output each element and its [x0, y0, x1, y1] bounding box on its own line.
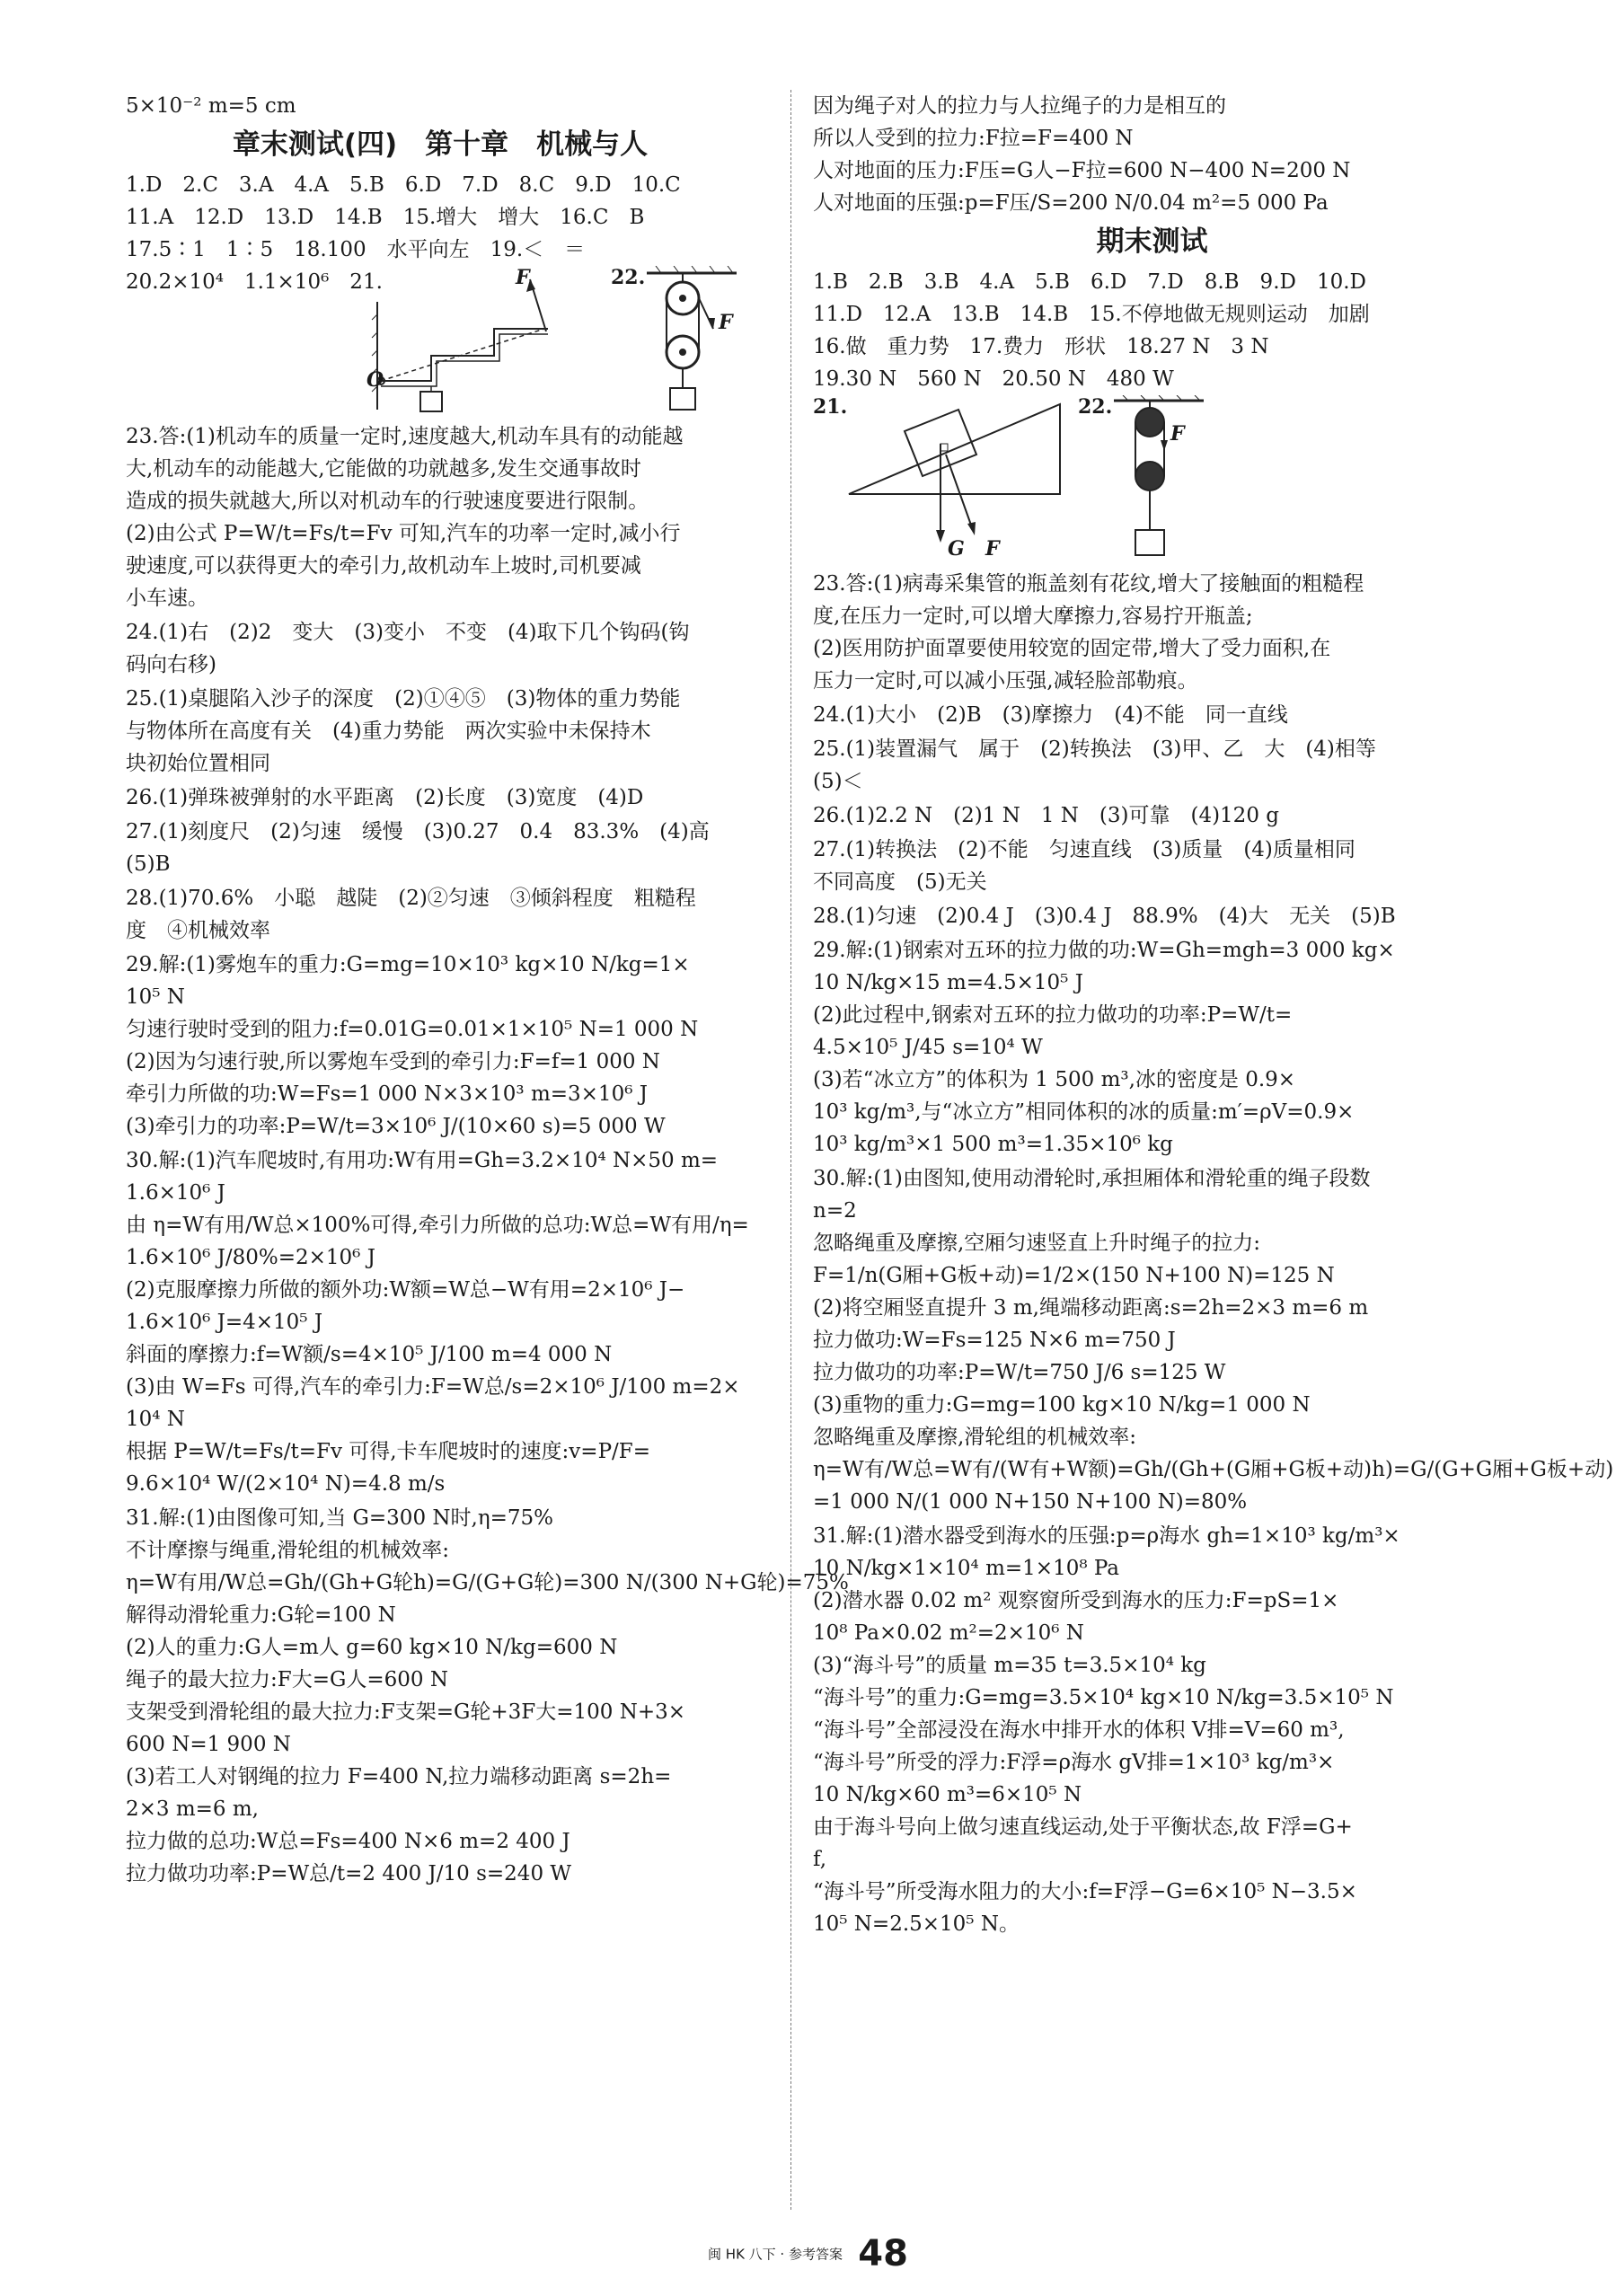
text-line: 2×3 m=6 m,: [126, 1797, 259, 1821]
text-line: η=W有/W总=W有/(W有+W额)=Gh/(Gh+(G厢+G板+动)h)=G/(G+G厢+G板+动): [813, 1458, 1614, 1481]
text-line: 30.解:(1)由图知,使用动滑轮时,承担厢体和滑轮重的绳子段数: [813, 1167, 1371, 1190]
section-title-final: 期末测试: [1096, 225, 1208, 258]
pre-line: 5×10⁻² m=5 cm: [126, 94, 296, 118]
answer-line: 11.A 12.D 13.D 14.B 15.增大 增大 16.C B: [126, 206, 645, 229]
text-line: 29.解:(1)雾炮车的重力:G=mg=10×10³ kg×10 N/kg=1×: [126, 953, 690, 976]
text-line: η=W有用/W总=Gh/(Gh+G轮h)=G/(G+G轮)=300 N/(300 N+G轮)=75%: [126, 1571, 849, 1594]
text-line: (2)医用防护面罩要使用较宽的固定带,增大了受力面积,在: [813, 637, 1331, 660]
text-line: 27.(1)转换法 (2)不能 匀速直线 (3)质量 (4)质量相同: [813, 838, 1355, 861]
answer-line: 1.B 2.B 3.B 4.A 5.B 6.D 7.D 8.B 9.D 10.D: [813, 270, 1366, 294]
page-footer: [0, 2233, 1616, 2274]
text-line: 不同高度 (5)无关: [813, 870, 987, 894]
answer-29: [126, 949, 755, 1143]
text-line: 支架受到滑轮组的最大拉力:F支架=G轮+3F大=100 N+3×: [126, 1700, 685, 1724]
lever-diagram: [368, 266, 602, 419]
text-line: “海斗号”所受海水阻力的大小:f=F浮−G=6×10⁵ N−3.5×: [813, 1880, 1357, 1903]
text-line: 人对地面的压力:F压=G人−F拉=600 N−400 N=200 N: [813, 159, 1351, 182]
answer-26: [126, 782, 755, 814]
text-line: (2)人的重力:G人=m人 g=60 kg×10 N/kg=600 N: [126, 1636, 618, 1659]
text-line: (2)此过程中,钢索对五环的拉力做功的功率:P=W/t=: [813, 1003, 1293, 1027]
text-line: 31.解:(1)潜水器受到海水的压强:p=ρ海水 gh=1×10³ kg/m³×: [813, 1524, 1400, 1548]
text-line: 10 N/kg×1×10⁴ m=1×10⁸ Pa: [813, 1557, 1120, 1580]
text-line: “海斗号”所受的浮力:F浮=ρ海水 gV排=1×10³ kg/m³×: [813, 1751, 1335, 1774]
text-line: 26.(1)弹珠被弹射的水平距离 (2)长度 (3)宽度 (4)D: [126, 786, 644, 809]
final-answer-30: [813, 1162, 1614, 1518]
text-line: 10 N/kg×15 m=4.5×10⁵ J: [813, 971, 1083, 994]
text-line: (3)“海斗号”的质量 m=35 t=3.5×10⁴ kg: [813, 1654, 1206, 1677]
pulley-diagram: [647, 266, 746, 419]
text-line: 10 N/kg×60 m³=6×10⁵ N: [813, 1783, 1082, 1806]
text-line: 人对地面的压强:p=F压/S=200 N/0.04 m²=5 000 Pa: [813, 191, 1329, 215]
text-line: (2)潜水器 0.02 m² 观察窗所受到海水的压力:F=pS=1×: [813, 1589, 1339, 1612]
text-line: 斜面的摩擦力:f=W额/s=4×10⁵ J/100 m=4 000 N: [126, 1343, 613, 1366]
text-line: 1.6×10⁶ J: [126, 1181, 225, 1205]
text-line: (2)将空厢竖直提升 3 m,绳端移动距离:s=2h=2×3 m=6 m: [813, 1296, 1369, 1320]
text-line: (3)由 W=Fs 可得,汽车的牵引力:F=W总/s=2×10⁶ J/100 m=2×: [126, 1375, 740, 1399]
final-answer-31: [813, 1520, 1491, 1940]
page-number: 48: [858, 2233, 908, 2274]
text-line: 10³ kg/m³,与“冰立方”相同体积的冰的质量:m′=ρV=0.9×: [813, 1100, 1355, 1124]
text-line: (3)若工人对钢绳的拉力 F=400 N,拉力端移动距离 s=2h=: [126, 1765, 672, 1788]
text-line: 牵引力所做的功:W=Fs=1 000 N×3×10³ m=3×10⁶ J: [126, 1082, 648, 1106]
text-line: 由于海斗号向上做匀速直线运动,处于平衡状态,故 F浮=G+: [813, 1815, 1353, 1839]
label-f-incline: F: [985, 537, 1000, 561]
text-line: 10⁵ N=2.5×10⁵ N。: [813, 1912, 1020, 1936]
text-line: 驶速度,可以获得更大的牵引力,故机动车上坡时,司机要减: [126, 554, 641, 578]
text-line: 拉力做功:W=Fs=125 N×6 m=750 J: [813, 1329, 1176, 1352]
final-answer-27: [813, 834, 1491, 898]
text-line: 小车速。: [126, 587, 208, 610]
text-line: (5)＜: [813, 770, 863, 793]
text-line: 绳子的最大拉力:F大=G人=600 N: [126, 1668, 448, 1691]
text-line: 27.(1)刻度尺 (2)匀速 缓慢 (3)0.27 0.4 83.3% (4)高: [126, 820, 710, 843]
answer-27: [126, 816, 755, 880]
answer-24: [126, 616, 755, 681]
text-line: 600 N=1 900 N: [126, 1733, 291, 1756]
text-line: 拉力做功功率:P=W总/t=2 400 J/10 s=240 W: [126, 1862, 572, 1885]
footer-label: 闽 HK 八下 · 参考答案: [708, 2246, 843, 2263]
pulley-diagram-final: [1114, 395, 1213, 561]
left-column: [126, 90, 849, 1890]
label-f-pulley-final: F: [1170, 422, 1185, 446]
text-line: 解得动滑轮重力:G轮=100 N: [126, 1603, 396, 1627]
text-line: (3)重物的重力:G=mg=100 kg×10 N/kg=1 000 N: [813, 1393, 1311, 1417]
answer-line: 20.2×10⁴ 1.1×10⁶ 21.: [126, 270, 383, 294]
text-line: 拉力做功的功率:P=W/t=750 J/6 s=125 W: [813, 1361, 1226, 1384]
text-line: 拉力做的总功:W总=Fs=400 N×6 m=2 400 J: [126, 1830, 570, 1853]
text-line: 24.(1)大小 (2)B (3)摩擦力 (4)不能 同一直线: [813, 703, 1288, 727]
text-line: 造成的损失就越大,所以对机动车的行驶速度要进行限制。: [126, 490, 649, 513]
final-answer-29: [813, 934, 1491, 1161]
final-answer-24: [813, 699, 1491, 731]
final-answer-25: [813, 733, 1491, 798]
text-line: 10³ kg/m³×1 500 m³=1.35×10⁶ kg: [813, 1133, 1173, 1156]
answer-line: 17.5∶1 1∶5 18.100 水平向左 19.＜ ＝: [126, 238, 586, 261]
answer-line: 19.30 N 560 N 20.50 N 480 W: [813, 367, 1174, 391]
text-line: 23.答:(1)病毒采集管的瓶盖刻有花纹,增大了接触面的粗糙程: [813, 572, 1364, 596]
text-line: 度,在压力一定时,可以增大摩擦力,容易拧开瓶盖;: [813, 605, 1253, 628]
text-line: 4.5×10⁵ J/45 s=10⁴ W: [813, 1036, 1043, 1059]
label-f: F: [516, 266, 530, 289]
text-line: 忽略绳重及摩擦,空厢匀速竖直上升时绳子的拉力:: [813, 1232, 1261, 1255]
text-line: 1.6×10⁶ J/80%=2×10⁶ J: [126, 1246, 375, 1269]
text-line: 26.(1)2.2 N (2)1 N 1 N (3)可靠 (4)120 g: [813, 804, 1279, 827]
text-line: F=1/n(G厢+G板+动)=1/2×(150 N+100 N)=125 N: [813, 1264, 1335, 1287]
text-line: 24.(1)右 (2)2 变大 (3)变小 不变 (4)取下几个钩码(钩: [126, 621, 690, 644]
text-line: 因为绳子对人的拉力与人拉绳子的力是相互的: [813, 94, 1226, 118]
text-line: 块初始位置相同: [126, 752, 270, 775]
text-line: (2)克服摩擦力所做的额外功:W额=W总−W有用=2×10⁶ J−: [126, 1278, 685, 1302]
text-line: “海斗号”的重力:G=mg=3.5×10⁴ kg×10 N/kg=3.5×10⁵ N: [813, 1686, 1394, 1709]
text-line: 28.(1)70.6% 小聪 越陡 (2)②匀速 ③倾斜程度 粗糙程: [126, 887, 696, 910]
label-f-pulley: F: [719, 311, 733, 334]
text-line: 匀速行驶时受到的阻力:f=0.01G=0.01×1×10⁵ N=1 000 N: [126, 1018, 699, 1041]
text-line: 忽略绳重及摩擦,滑轮组的机械效率:: [813, 1426, 1137, 1449]
label-g: G: [948, 537, 965, 561]
text-line: f,: [813, 1848, 827, 1871]
text-line: 25.(1)桌腿陷入沙子的深度 (2)①④⑤ (3)物体的重力势能: [126, 687, 681, 711]
section-title-chapter: 章末测试(四) 第十章 机械与人: [232, 128, 649, 161]
text-line: (2)因为匀速行驶,所以雾炮车受到的牵引力:F=f=1 000 N: [126, 1050, 660, 1073]
text-line: 10⁴ N: [126, 1408, 185, 1431]
answer-23: [126, 420, 755, 614]
figure-number-22-final: 22.: [1078, 395, 1113, 419]
text-line: 9.6×10⁴ W/(2×10⁴ N)=4.8 m/s: [126, 1472, 446, 1496]
text-line: 不计摩擦与绳重,滑轮组的机械效率:: [126, 1539, 450, 1562]
answer-25: [126, 683, 755, 780]
text-line: 度 ④机械效率: [126, 919, 270, 942]
text-line: 29.解:(1)钢索对五环的拉力做的功:W=Gh=mgh=3 000 kg×: [813, 939, 1395, 962]
text-line: 与物体所在高度有关 (4)重力势能 两次实验中未保持木: [126, 720, 651, 743]
answer-line: 11.D 12.A 13.B 14.B 15.不停地做无规则运动 加剧: [813, 303, 1370, 326]
label-o: O: [366, 368, 384, 392]
text-line: 由 η=W有用/W总×100%可得,牵引力所做的总功:W总=W有用/η=: [126, 1214, 749, 1237]
right-column: [813, 90, 1614, 1940]
text-line: n=2: [813, 1199, 857, 1223]
final-answer-23: [813, 568, 1491, 697]
text-line: 大,机动车的动能越大,它能做的功就越多,发生交通事故时: [126, 457, 641, 481]
text-line: (2)由公式 P=W/t=Fs/t=Fv 可知,汽车的功率一定时,减小行: [126, 522, 681, 545]
text-line: 10⁸ Pa×0.02 m²=2×10⁶ N: [813, 1621, 1084, 1645]
text-line: 31.解:(1)由图像可知,当 G=300 N时,η=75%: [126, 1506, 553, 1530]
text-line: 30.解:(1)汽车爬坡时,有用功:W有用=Gh=3.2×10⁴ N×50 m=: [126, 1149, 719, 1172]
text-line: (3)若“冰立方”的体积为 1 500 m³,冰的密度是 0.9×: [813, 1068, 1296, 1091]
answer-28: [126, 882, 755, 947]
text-line: (3)牵引力的功率:P=W/t=3×10⁶ J/(10×60 s)=5 000 W: [126, 1115, 666, 1138]
answer-30: [126, 1144, 755, 1500]
final-answer-26: [813, 799, 1491, 832]
text-line: 压力一定时,可以减小压强,减轻脸部勒痕。: [813, 669, 1198, 693]
answer-line: 16.做 重力势 17.费力 形状 18.27 N 3 N: [813, 335, 1269, 358]
column-divider: [790, 90, 791, 2210]
text-line: 25.(1)装置漏气 属于 (2)转换法 (3)甲、乙 大 (4)相等: [813, 737, 1376, 761]
figure-number-21: 21.: [813, 395, 848, 419]
text-line: 1.6×10⁶ J=4×10⁵ J: [126, 1311, 323, 1334]
text-line: (5)B: [126, 852, 171, 876]
answer-line: 1.D 2.C 3.A 4.A 5.B 6.D 7.D 8.C 9.D 10.C: [126, 173, 681, 197]
figure-row-21-22: [126, 266, 755, 419]
text-line: 10⁵ N: [126, 985, 185, 1009]
figure-row-21-22-final: [813, 395, 1491, 566]
text-line: “海斗号”全部浸没在海水中排开水的体积 V排=V=60 m³,: [813, 1718, 1345, 1742]
text-line: 所以人受到的拉力:F拉=F=400 N: [813, 127, 1134, 150]
answer-31: [126, 1502, 849, 1890]
incline-diagram: [840, 395, 1073, 557]
final-answer-28: [813, 900, 1491, 932]
text-line: =1 000 N/(1 000 N+150 N+100 N)=80%: [813, 1490, 1248, 1514]
text-line: 根据 P=W/t=Fs/t=Fv 可得,卡车爬坡时的速度:v=P/F=: [126, 1440, 651, 1463]
text-line: 23.答:(1)机动车的质量一定时,速度越大,机动车具有的动能越: [126, 425, 684, 448]
text-line: 码向右移): [126, 653, 216, 676]
figure-number-22: 22.: [611, 266, 646, 289]
text-line: 28.(1)匀速 (2)0.4 J (3)0.4 J 88.9% (4)大 无关 (5)B: [813, 905, 1396, 928]
